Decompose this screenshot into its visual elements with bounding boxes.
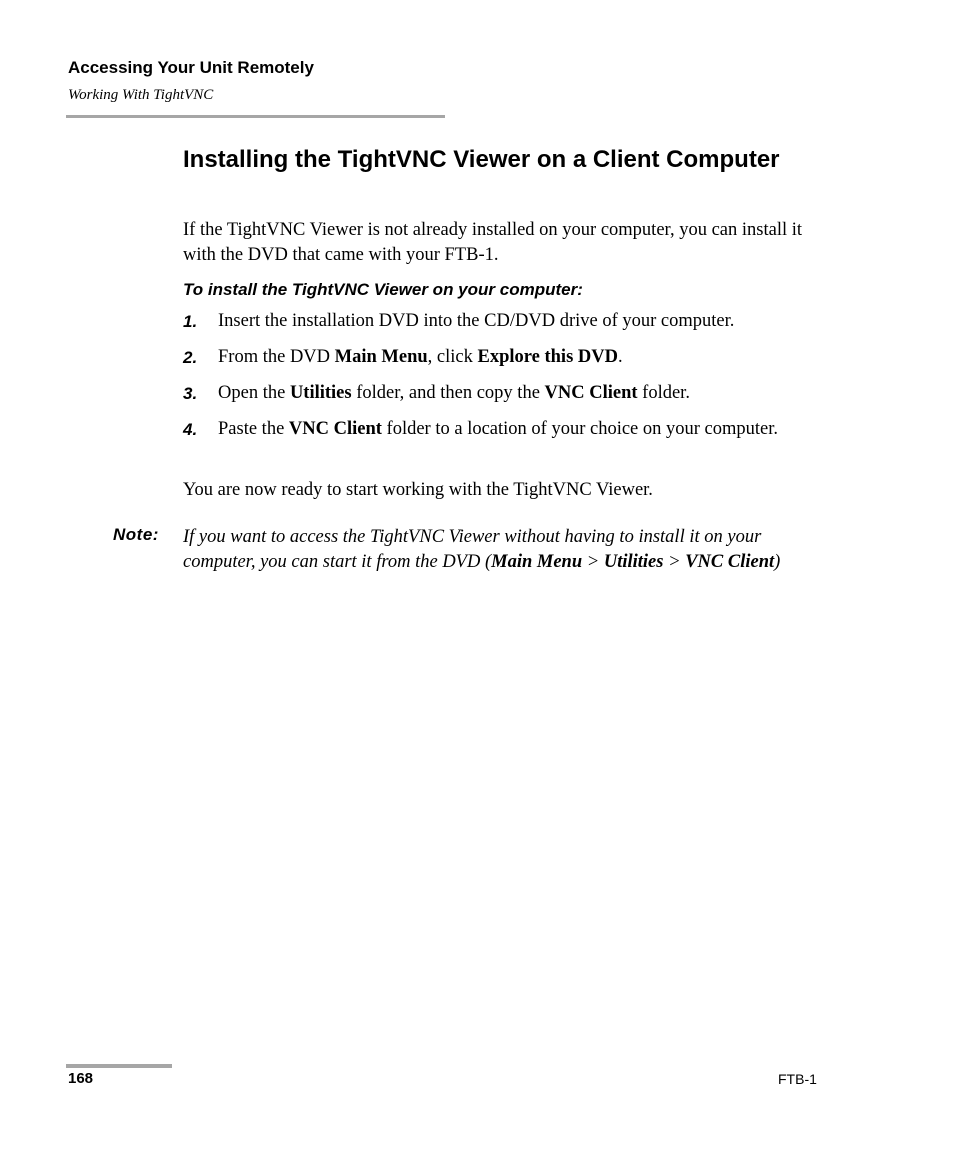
step-3 xyxy=(183,381,823,406)
document-id: FTB-1 xyxy=(778,1071,817,1087)
header-divider xyxy=(66,115,445,118)
step-text: From the DVD Main Menu, click Explore this DVD. xyxy=(218,347,623,367)
intro-paragraph: If the TightVNC Viewer is not already installed on your computer, you can install it with the DVD that came with your FTB-1. xyxy=(183,220,803,265)
footer-divider xyxy=(66,1064,172,1068)
ui-term: Main Menu xyxy=(491,551,583,572)
procedure-title: To install the TightVNC Viewer on your computer: xyxy=(183,280,583,299)
section-title: Working With TightVNC xyxy=(68,87,214,103)
note-text: If you want to access the TightVNC Viewer without having to install it on your computer, you can start it from the DVD (Main Menu > Utilities > VNC Client) xyxy=(183,527,781,572)
step-text: Open the Utilities folder, and then copy the VNC Client folder. xyxy=(218,383,690,403)
step-text: Insert the installation DVD into the CD/DVD drive of your computer. xyxy=(218,311,735,331)
step-text: Paste the VNC Client folder to a location of your choice on your computer. xyxy=(218,419,779,439)
step-number: 3. xyxy=(183,384,198,403)
step-number: 4. xyxy=(183,420,198,439)
step-number: 2. xyxy=(183,348,198,367)
closing-paragraph: You are now ready to start working with the TightVNC Viewer. xyxy=(183,480,653,500)
ui-term: Main Menu xyxy=(334,347,428,367)
page-number: 168 xyxy=(68,1070,94,1087)
ui-term: VNC Client xyxy=(685,551,775,572)
ui-term: Explore this DVD xyxy=(477,347,618,367)
step-number: 1. xyxy=(183,312,198,331)
ui-term: VNC Client xyxy=(288,419,382,439)
ui-term: Utilities xyxy=(289,383,352,403)
ui-term: Utilities xyxy=(603,551,664,572)
step-4 xyxy=(183,417,783,442)
note-label: Note: xyxy=(113,525,159,544)
ui-term: VNC Client xyxy=(544,383,638,403)
step-1 xyxy=(183,309,823,334)
page-heading: Installing the TightVNC Viewer on a Client Computer xyxy=(183,146,780,173)
step-2 xyxy=(183,345,823,370)
chapter-title: Accessing Your Unit Remotely xyxy=(68,58,314,77)
